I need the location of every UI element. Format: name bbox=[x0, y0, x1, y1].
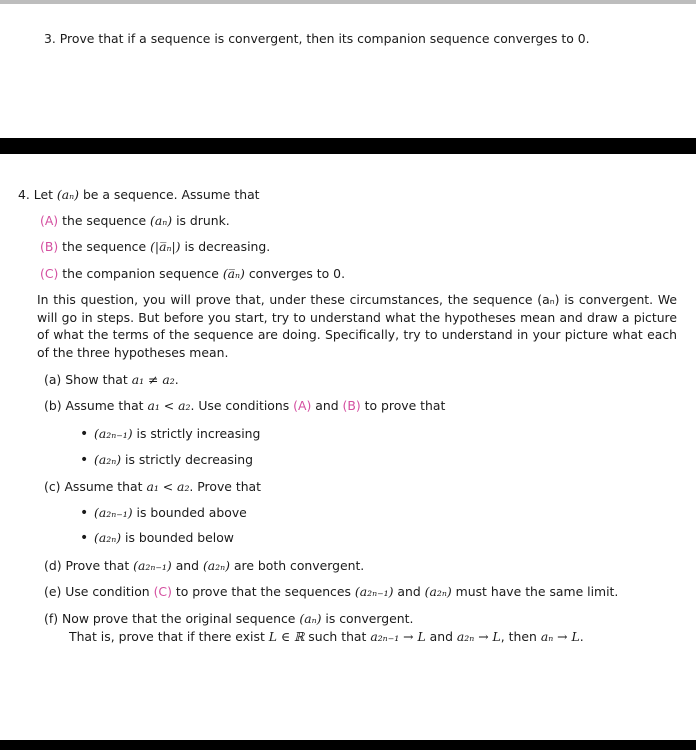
part-text: and bbox=[315, 398, 339, 413]
part-label: (c) bbox=[44, 479, 61, 494]
part-label: (d) bbox=[44, 558, 62, 573]
part-text: to prove that the sequences bbox=[175, 584, 351, 599]
part-text: , then bbox=[500, 629, 537, 644]
part-math: a₂ₙ₋₁ → L bbox=[370, 629, 426, 644]
bullet-icon: • bbox=[80, 530, 89, 546]
hypothesis-c bbox=[40, 266, 345, 282]
part-math: (aₙ) bbox=[299, 611, 322, 626]
part-text: . bbox=[579, 629, 584, 644]
bullet-text: is strictly increasing bbox=[136, 426, 261, 441]
part-text: That is, prove that if there exist bbox=[69, 629, 265, 644]
part-math: (a₂ₙ₋₁) bbox=[354, 584, 394, 599]
part-text: to prove that bbox=[364, 398, 446, 413]
part-a bbox=[44, 372, 179, 388]
instructions-paragraph: In this question, you will prove that, under these circumstances, the sequence (aₙ) is convergent. We will go in steps. But before you start, try to understand what the hypotheses mean and draw a picture of what the terms of the sequence are doing. Specifically, try to understand in your picture what each of the three hypotheses mean. bbox=[37, 292, 677, 360]
part-label: (b) bbox=[44, 398, 62, 413]
part-text: and bbox=[397, 584, 421, 599]
part-math: (a₂ₙ) bbox=[424, 584, 452, 599]
part-math: a₁ < a₂ bbox=[147, 398, 191, 413]
q4-intro-seq: (aₙ) bbox=[56, 187, 79, 202]
hypothesis-a bbox=[40, 213, 230, 229]
part-math: (a₂ₙ₋₁) bbox=[133, 558, 172, 573]
hypothesis-b bbox=[40, 239, 270, 255]
part-label: (f) bbox=[44, 611, 59, 626]
part-label: (e) bbox=[44, 584, 62, 599]
part-math: a₁ < a₂ bbox=[146, 479, 190, 494]
bullet-math: (a₂ₙ₋₁) bbox=[94, 505, 133, 520]
q3-text: Prove that if a sequence is convergent, then its companion sequence converges to 0. bbox=[59, 31, 590, 46]
bullet-math: (a₂ₙ) bbox=[94, 452, 122, 467]
part-text: is convergent. bbox=[325, 611, 414, 626]
part-math: aₙ → L bbox=[540, 629, 580, 644]
hypothesis-text: the companion sequence bbox=[62, 266, 219, 281]
part-text: Prove that bbox=[65, 558, 130, 573]
condition-tag: (A) bbox=[293, 398, 312, 413]
hypothesis-tag: (C) bbox=[40, 266, 59, 281]
part-f bbox=[44, 611, 413, 627]
part-math: L ∈ ℝ bbox=[268, 629, 305, 644]
bullet-math: (a₂ₙ₋₁) bbox=[94, 426, 133, 441]
part-b-bullet-1 bbox=[94, 426, 260, 442]
hypothesis-text: the sequence bbox=[62, 239, 147, 254]
part-text: are both convergent. bbox=[233, 558, 365, 573]
part-math: a₂ₙ → L bbox=[456, 629, 501, 644]
part-text: Show that bbox=[65, 372, 128, 387]
part-text: must have the same limit. bbox=[455, 584, 619, 599]
q4-intro-rest: be a sequence. Assume that bbox=[82, 187, 260, 202]
bullet-text: is bounded above bbox=[136, 505, 247, 520]
hypothesis-text: converges to 0. bbox=[248, 266, 346, 281]
q3-label: 3. bbox=[44, 31, 56, 46]
question-4-intro bbox=[18, 187, 260, 203]
part-text: and bbox=[429, 629, 453, 644]
part-math: (a₂ₙ) bbox=[202, 558, 230, 573]
bullet-icon: • bbox=[80, 505, 89, 521]
part-e bbox=[44, 584, 618, 600]
hypothesis-math: (|a̅ₙ|) bbox=[150, 239, 181, 254]
hypothesis-text: the sequence bbox=[62, 213, 147, 228]
part-text: Use condition bbox=[65, 584, 150, 599]
part-b-bullet-2 bbox=[94, 452, 253, 468]
bullet-icon: • bbox=[80, 426, 89, 442]
part-c-bullet-1 bbox=[94, 505, 247, 521]
part-text: . Prove that bbox=[189, 479, 261, 494]
bullet-icon: • bbox=[80, 452, 89, 468]
q4-label: 4. bbox=[18, 187, 30, 202]
part-text: . Use conditions bbox=[190, 398, 290, 413]
divider-bar-bottom bbox=[0, 740, 696, 750]
part-text: Assume that bbox=[65, 398, 144, 413]
part-math: a₁ ≠ a₂ bbox=[131, 372, 175, 387]
part-text: Assume that bbox=[64, 479, 143, 494]
bullet-text: is strictly decreasing bbox=[125, 452, 254, 467]
hypothesis-text: is decreasing. bbox=[184, 239, 271, 254]
part-d bbox=[44, 558, 364, 574]
hypothesis-text: is drunk. bbox=[176, 213, 230, 228]
part-text: such that bbox=[308, 629, 367, 644]
hypothesis-tag: (B) bbox=[40, 239, 59, 254]
q4-intro-text: Let bbox=[33, 187, 53, 202]
divider-bar-top bbox=[0, 138, 696, 154]
part-text: . bbox=[174, 372, 179, 387]
part-text: Now prove that the original sequence bbox=[61, 611, 296, 626]
hypothesis-tag: (A) bbox=[40, 213, 59, 228]
part-c-bullet-2 bbox=[94, 530, 234, 546]
part-c bbox=[44, 479, 261, 495]
hypothesis-math: (aₙ) bbox=[150, 213, 173, 228]
bullet-math: (a₂ₙ) bbox=[94, 530, 122, 545]
condition-tag: (C) bbox=[153, 584, 172, 599]
part-b bbox=[44, 398, 445, 414]
part-f-line-2 bbox=[69, 629, 584, 645]
question-3 bbox=[44, 31, 590, 47]
condition-tag: (B) bbox=[342, 398, 361, 413]
top-edge bbox=[0, 0, 696, 4]
bullet-text: is bounded below bbox=[125, 530, 234, 545]
part-text: and bbox=[175, 558, 199, 573]
part-label: (a) bbox=[44, 372, 62, 387]
hypothesis-math: (a̅ₙ) bbox=[222, 266, 245, 281]
